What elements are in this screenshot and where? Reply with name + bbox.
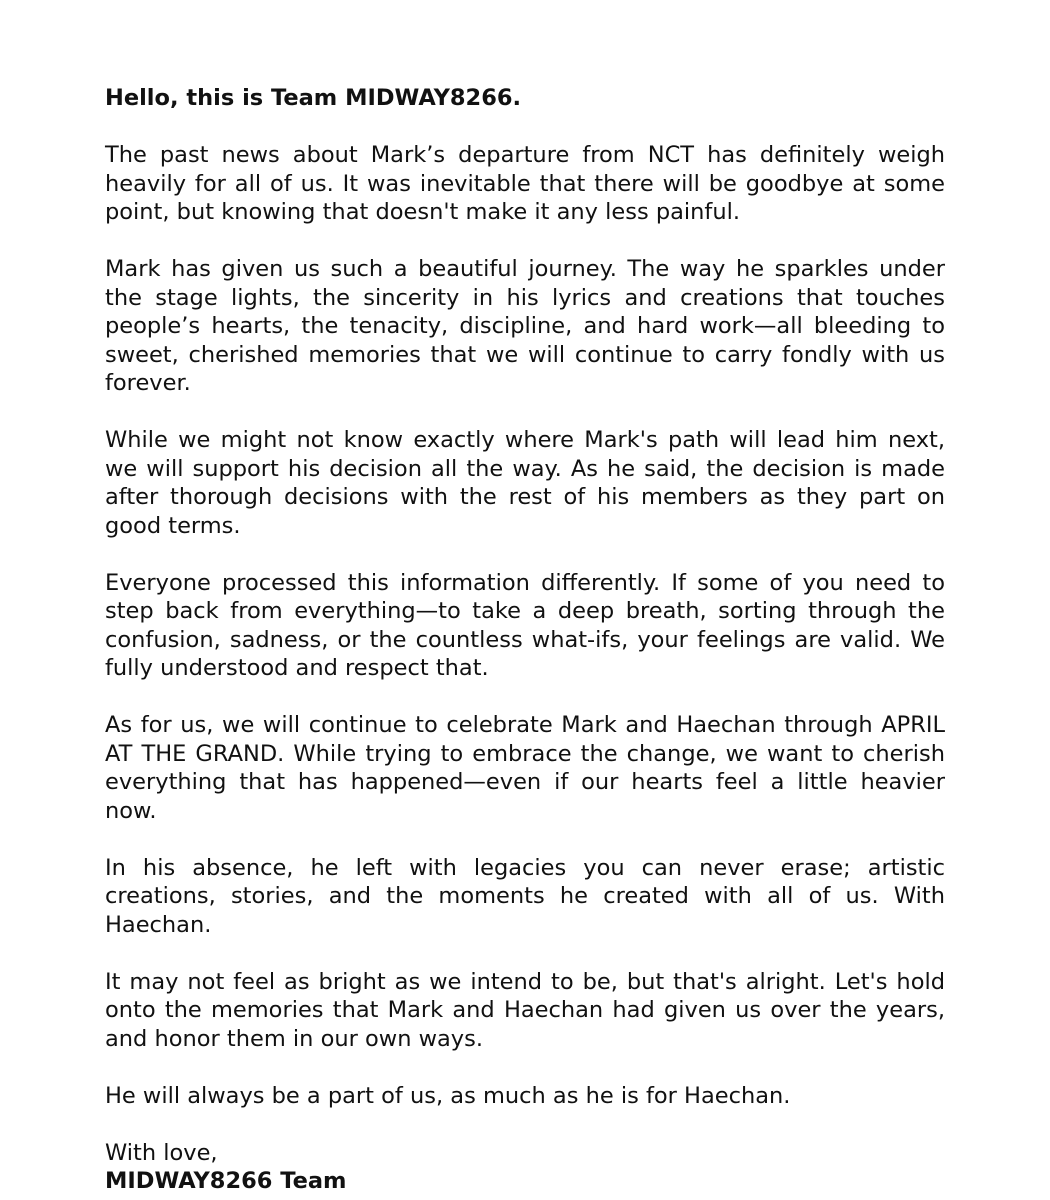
letter-paragraph-7: It may not feel as bright as we intend to be, but that's alright. Let's hold onto the memories that Mark and Haechan had given us over the years, and honor them in our own ways. — [105, 968, 945, 1052]
letter-paragraph-4: Everyone processed this information differently. If some of you need to step back from everything—to take a deep breath, sorting through the confusion, sadness, or the countless what-ifs, your feelings are valid. We fully understood and respect that. — [105, 569, 945, 681]
letter-paragraph-6: In his absence, he left with legacies you can never erase; artistic creations, stories, and the moments he created with all of us. With Haechan. — [105, 854, 945, 938]
letter-paragraph-3: While we might not know exactly where Mark's path will lead him next, we will support his decision all the way. As he said, the decision is made after thorough decisions with the rest of his members as they part on good terms. — [105, 427, 945, 539]
letter-paragraph-5: As for us, we will continue to celebrate Mark and Haechan through APRIL AT THE GRAND. While trying to embrace the change, we want to cherish everything that has happened—even if our hearts feel a little heavier now. — [105, 712, 945, 824]
letter-closing: With love, — [105, 1139, 218, 1166]
letter-body — [105, 84, 945, 1196]
letter-paragraph-8: He will always be a part of us, as much as he is for Haechan. — [105, 1082, 791, 1109]
letter-paragraph-2: Mark has given us such a beautiful journey. The way he sparkles under the stage lights, the sincerity in his lyrics and creations that touches people’s hearts, the tenacity, discipline, and hard work—all bleeding to sweet, cherished memories that we will continue to carry fondly with us forever. — [105, 256, 945, 396]
letter-signature: MIDWAY8266 Team — [105, 1168, 347, 1194]
letter-paragraph-1: The past news about Mark’s departure from NCT has definitely weigh heavily for all of us. It was inevitable that there will be goodbye at some point, but knowing that doesn't make it any less painful. — [105, 142, 945, 225]
letter-greeting: Hello, this is Team MIDWAY8266. — [105, 85, 522, 111]
